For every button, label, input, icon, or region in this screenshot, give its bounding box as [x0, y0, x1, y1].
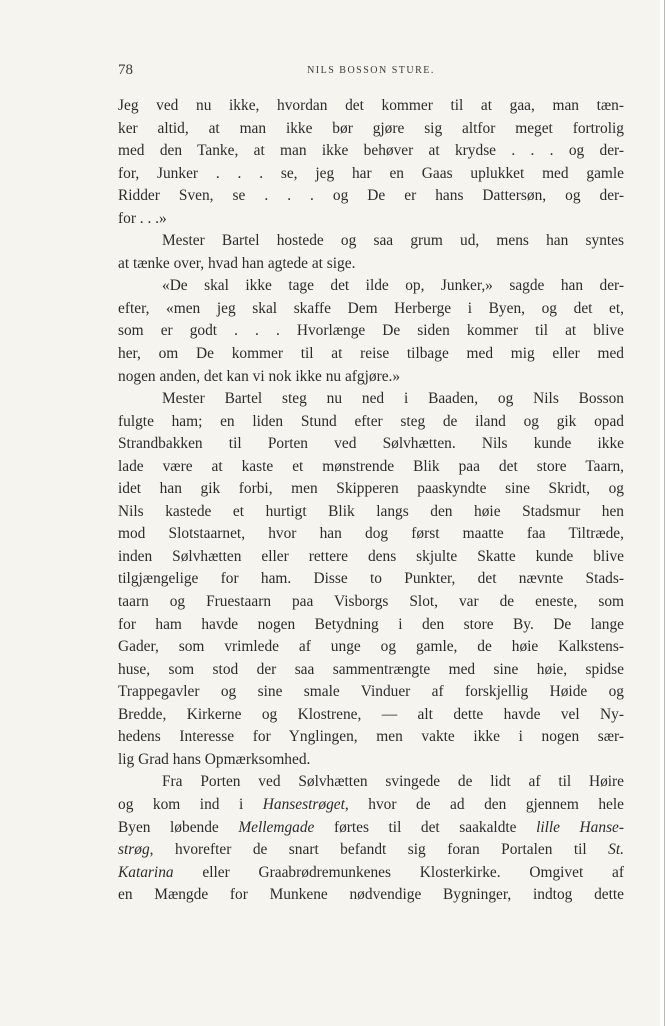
text-line: [118, 659, 624, 682]
text-line: [118, 388, 624, 411]
text-line: [118, 95, 624, 118]
text-segment: førtes til det saakaldte: [314, 818, 537, 836]
text-line: [118, 298, 624, 321]
text-line: [118, 140, 624, 163]
text-segment: inden Sølvhætten eller rettere dens skjulte Skatte kunde blive: [118, 547, 624, 565]
italic-text: St.: [608, 841, 624, 859]
text-line: [118, 433, 624, 456]
text-segment: Jeg ved nu ikke, hvordan det kommer til at gaa, man tæn-: [118, 97, 624, 114]
text-line: [118, 343, 624, 366]
italic-text: strøg: [118, 841, 150, 859]
text-line: [118, 478, 624, 501]
text-line: [118, 681, 624, 704]
text-segment: som er godt . . . Hvorlænge De siden kommer til at blive: [118, 322, 624, 340]
italic-text: Mellemgade: [238, 818, 315, 836]
text-line: [118, 456, 624, 479]
text-segment: lig Grad hans Opmærksomhed.: [118, 750, 311, 768]
text-segment: hedens Interesse for Ynglingen, men vakte ikke i nogen sær-: [118, 728, 624, 746]
text-segment: for . . .»: [118, 209, 167, 227]
page-edge: [660, 0, 664, 1026]
text-line: [118, 591, 624, 614]
text-line: [118, 320, 624, 343]
text-segment: for ham havde nogen Betydning i den store By. De lange: [118, 615, 624, 633]
text-line: [118, 636, 624, 659]
text-line: [118, 411, 624, 434]
text-line: [118, 501, 624, 524]
text-segment: Mester Bartel hostede og saa grum ud, mens han syntes: [162, 232, 624, 250]
italic-text: Katarina: [118, 863, 174, 881]
text-line: [118, 884, 624, 907]
text-segment: idet han gik forbi, men Skipperen paaskyndte sine Skridt, og: [118, 480, 624, 498]
text-segment: Byen løbende: [118, 818, 239, 836]
text-segment: tilgjængelige for ham. Disse to Punkter, det nævnte Stads-: [118, 570, 624, 588]
text-segment: Nils kastede et hurtigt Blik langs den høie Stadsmur hen: [118, 502, 624, 520]
page-number: 78: [118, 62, 133, 78]
text-segment: Trappegavler og sine smale Vinduer af forskjellig Høide og: [118, 683, 624, 701]
text-line: [118, 568, 624, 591]
text-line: [118, 726, 624, 749]
text-segment: Mester Bartel steg nu ned i Baaden, og Nils Bosson: [162, 390, 624, 408]
page-header: [118, 62, 624, 82]
text-line: [118, 839, 624, 862]
text-segment: og kom ind i: [118, 795, 263, 813]
text-line: [118, 118, 624, 141]
text-segment: Strandbakken til Porten ved Sølvhætten. Nils kunde ikke: [118, 435, 624, 453]
text-line: [118, 523, 624, 546]
text-line: [118, 208, 624, 231]
text-segment: Bredde, Kirkerne og Klostrene, — alt dette havde vel Ny-: [118, 705, 624, 723]
text-line: [118, 230, 624, 253]
text-line: [118, 771, 624, 794]
text-segment: «De skal ikke tage det ilde op, Junker,» sagde han der-: [162, 277, 624, 295]
body-text: [118, 95, 624, 907]
text-segment: Fra Porten ved Sølvhætten svingede de lidt af til Høire: [162, 773, 624, 791]
italic-text: lille Hanse-: [536, 818, 625, 836]
text-segment: fulgte ham; en liden Stund efter steg de iland og gik opad: [118, 412, 624, 430]
text-segment: her, om De kommer til at reise tilbage med mig eller med: [118, 345, 624, 363]
text-segment: , hvorefter de snart befandt sig foran Portalen til: [149, 841, 609, 859]
text-line: [118, 185, 624, 208]
running-head: NILS BOSSON STURE.: [307, 65, 435, 76]
text-line: [118, 275, 624, 298]
text-segment: en Mængde for Munkene nødvendige Bygninger, indtog dette: [118, 886, 624, 904]
text-line: [118, 862, 624, 885]
text-segment: taarn og Fruestaarn paa Visborgs Slot, var de eneste, som: [118, 593, 624, 611]
text-segment: for, Junker . . . se, jeg har en Gaas uplukket med gamle: [118, 164, 624, 182]
text-line: [118, 163, 624, 186]
text-line: [118, 794, 624, 817]
text-segment: at tænke over, hvad han agtede at sige.: [118, 254, 356, 272]
text-segment: , hvor de ad den gjennem hele: [344, 795, 624, 813]
text-line: [118, 749, 624, 772]
text-segment: lade være at kaste et mønstrende Blik paa det store Taarn,: [118, 457, 624, 475]
text-line: [118, 546, 624, 569]
text-segment: nogen anden, det kan vi nok ikke nu afgjøre.»: [118, 367, 401, 385]
text-line: [118, 253, 624, 276]
text-segment: ker altid, at man ikke bør gjøre sig altfor meget fortrolig: [118, 119, 624, 137]
text-segment: mod Slotstaarnet, hvor han dog først maatte faa Tiltræde,: [118, 525, 624, 543]
italic-text: Hansestrøget: [262, 795, 345, 813]
text-segment: Gader, som vrimlede af unge og gamle, de høie Kalkstens-: [118, 638, 624, 656]
text-segment: eller Graabrødremunkenes Klosterkirke. Omgivet af: [173, 863, 624, 881]
text-line: [118, 817, 624, 840]
text-line: [118, 366, 624, 389]
text-line: [118, 704, 624, 727]
text-segment: med den Tanke, at man ikke behøver at krydse . . . og der-: [118, 142, 624, 160]
text-segment: huse, som stod der saa sammentrængte med sine høie, spidse: [118, 660, 624, 678]
text-segment: efter, «men jeg skal skaffe Dem Herberge i Byen, og det et,: [118, 299, 624, 317]
text-line: [118, 614, 624, 637]
text-segment: Ridder Sven, se . . . og De er hans Dattersøn, og der-: [118, 187, 624, 205]
